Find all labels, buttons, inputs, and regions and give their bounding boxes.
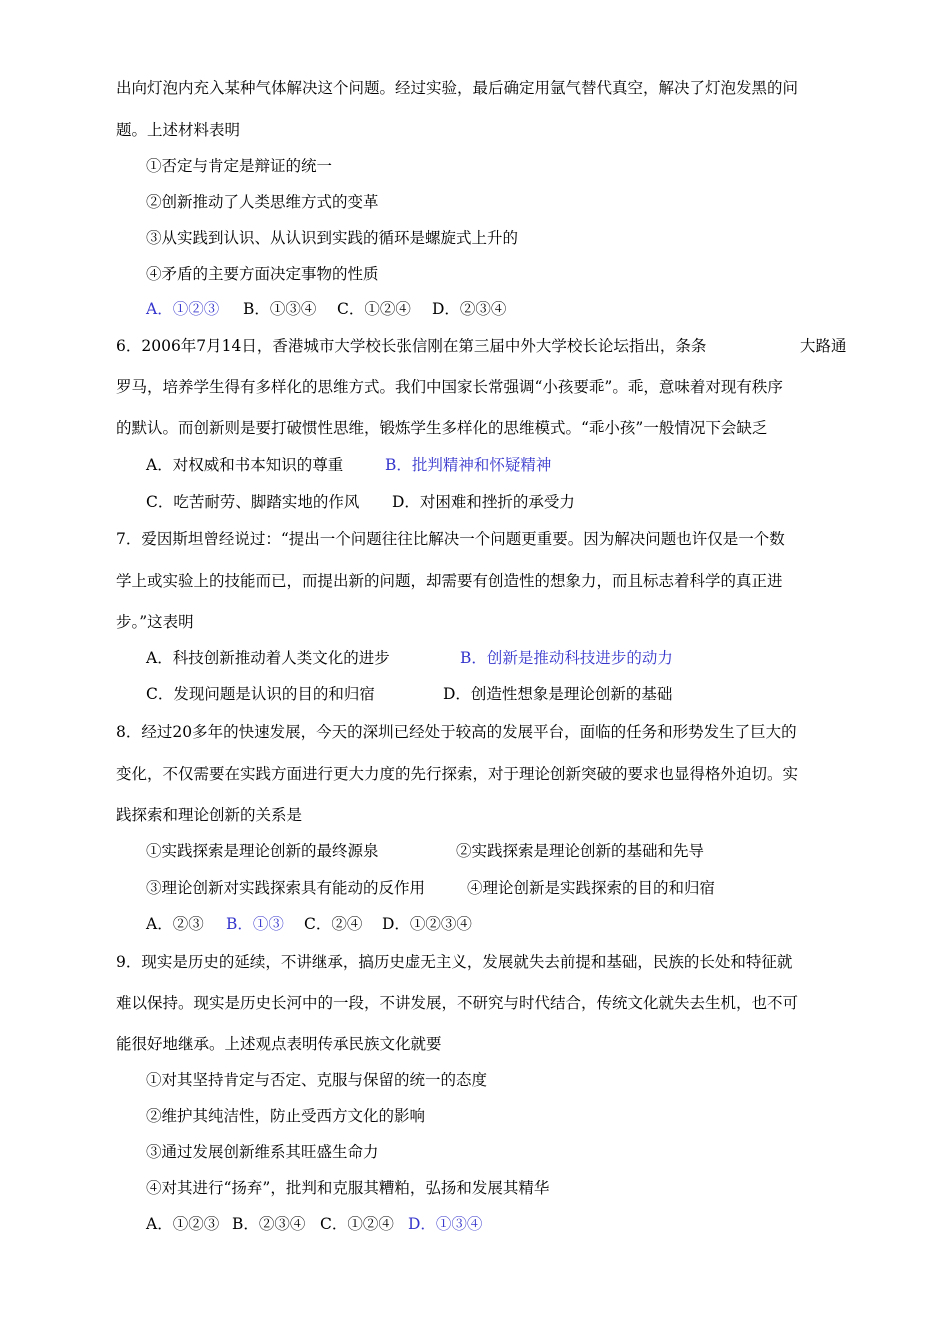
- q5-option-c: C．①②④: [337, 300, 411, 318]
- q9-option-c: C．①②④: [320, 1215, 394, 1233]
- q5-answer-a: A．①②③: [146, 300, 220, 318]
- q9-stem-line-3: 能很好地继承。上述观点表明传承民族文化就要: [116, 1035, 442, 1053]
- q9-item-4: ④对其进行“扬弃”，批判和克服其糟粕，弘扬和发展其精华: [146, 1179, 550, 1197]
- q7-stem-line-2: 学上或实验上的技能而已，而提出新的问题，却需要有创造性的想象力，而且标志着科学的真正进: [116, 572, 783, 590]
- q8-option-c: C．②④: [304, 915, 363, 933]
- q8-item-2: ②实践探索是理论创新的基础和先导: [456, 842, 705, 860]
- q8-option-a: A．②③: [146, 915, 204, 933]
- q5-stem-line-1: 出向灯泡内充入某种气体解决这个问题。经过实验，最后确定用氩气替代真空，解决了灯泡发黑的问: [116, 79, 799, 97]
- q5-option-a: [146, 297, 219, 319]
- q8-stem-line-2: 变化，不仅需要在实践方面进行更大力度的先行探索，对于理论创新突破的要求也显得格外迫切。实: [116, 765, 799, 783]
- q6-stem-line-1b: 大路通: [800, 337, 847, 355]
- q8-item-1: ①实践探索是理论创新的最终源泉: [146, 842, 379, 860]
- q9-stem-line-2: 难以保持。现实是历史长河中的一段，不讲发展，不研究与时代结合，传统文化就失去生机，也不可: [116, 994, 799, 1012]
- q6-stem-line-2: 罗马，培养学生得有多样化的思维方式。我们中国家长常强调“小孩要乖”。乖，意味着对现有秩序: [116, 378, 783, 396]
- q7-stem-line-3: 步。”这表明: [116, 613, 194, 631]
- q9-item-3: ③通过发展创新维系其旺盛生命力: [146, 1143, 379, 1161]
- q6-option-c: C．吃苦耐劳、脚踏实地的作风: [146, 493, 360, 511]
- q8-item-3: ③理论创新对实践探索具有能动的反作用: [146, 879, 426, 897]
- q7-option-c: C．发现问题是认识的目的和归宿: [146, 685, 375, 703]
- q8-option-b: B．①③: [226, 915, 284, 933]
- q8-stem-line-1: 8．经过20多年的快速发展，今天的深圳已经处于较高的发展平台，面临的任务和形势发生了巨大的: [116, 723, 797, 741]
- q6-option-d: D．对困难和挫折的承受力: [392, 493, 575, 511]
- q7-option-b: B．创新是推动科技进步的动力: [460, 649, 673, 667]
- q6-stem-line-3: 的默认。而创新则是要打破惯性思维，锻炼学生多样化的思维模式。“乖小孩”一般情况下会缺乏: [116, 419, 768, 437]
- q8-option-d: D．①②③④: [382, 915, 472, 933]
- q9-stem-line-1: 9．现实是历史的延续，不讲继承，搞历史虚无主义，发展就失去前提和基础，民族的长处和特征就: [116, 953, 793, 971]
- q5-item-1: ①否定与肯定是辩证的统一: [146, 157, 333, 175]
- q5-option-b: B．①③④: [243, 300, 317, 318]
- q9-option-d: D．①③④: [408, 1215, 483, 1233]
- q6-stem-line-1a: 6．2006年7月14日，香港城市大学校长张信刚在第三届中外大学校长论坛指出，条条: [116, 337, 707, 355]
- q8-stem-line-3: 践探索和理论创新的关系是: [116, 806, 303, 824]
- q7-option-a: A．科技创新推动着人类文化的进步: [146, 649, 390, 667]
- q7-stem-line-1: 7．爱因斯坦曾经说过：“提出一个问题往往比解决一个问题更重要。因为解决问题也许仅是一个数: [116, 530, 785, 548]
- q5-stem-line-2: 题。上述材料表明: [116, 121, 241, 139]
- q9-item-1: ①对其坚持肯定与否定、克服与保留的统一的态度: [146, 1071, 488, 1089]
- q5-item-4: ④矛盾的主要方面决定事物的性质: [146, 265, 379, 283]
- q9-option-b: B．②③④: [232, 1215, 306, 1233]
- q8-item-4: ④理论创新是实践探索的目的和归宿: [467, 879, 716, 897]
- q7-option-d: D．创造性想象是理论创新的基础: [443, 685, 673, 703]
- q6-option-a: A．对权威和书本知识的尊重: [146, 456, 344, 474]
- q5-item-3: ③从实践到认识、从认识到实践的循环是螺旋式上升的: [146, 229, 519, 247]
- q9-item-2: ②维护其纯洁性，防止受西方文化的影响: [146, 1107, 426, 1125]
- q9-option-a: A．①②③: [146, 1215, 220, 1233]
- q5-option-d: D．②③④: [432, 300, 507, 318]
- q6-option-b: B．批判精神和怀疑精神: [385, 456, 552, 474]
- q5-item-2: ②创新推动了人类思维方式的变革: [146, 193, 379, 211]
